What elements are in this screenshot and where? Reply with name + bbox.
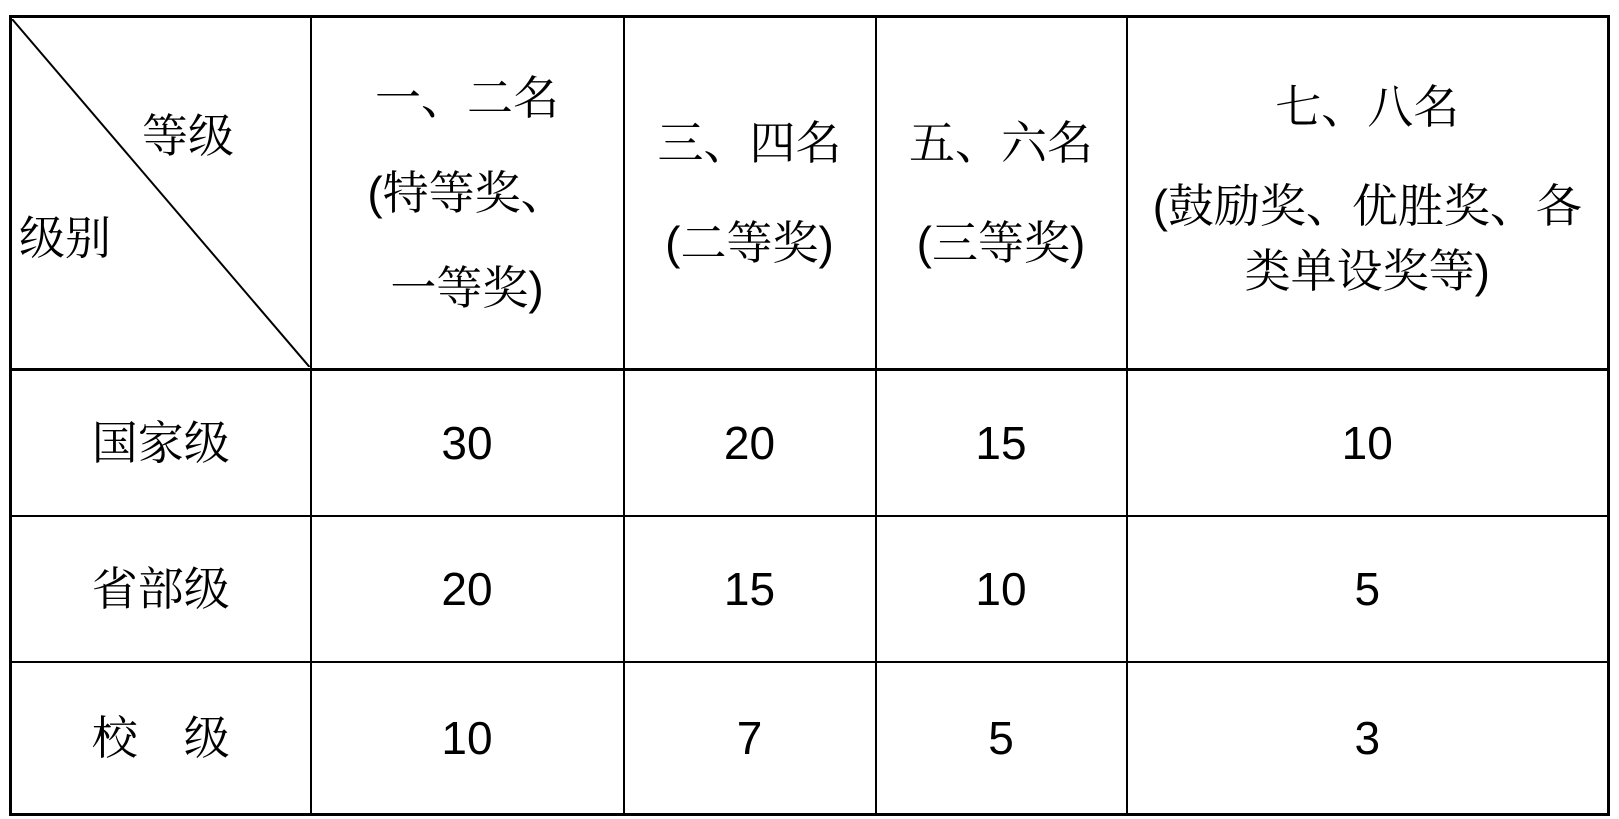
cell-provincial-rank7-8: 5 (1127, 516, 1609, 662)
corner-wrap (12, 19, 310, 367)
diagonal-divider-line (12, 19, 310, 367)
header-line: 七、八名 (1275, 81, 1460, 133)
column-header-rank-3-4 (624, 17, 876, 370)
header-line: (二等奖) (665, 217, 834, 269)
cell-national-rank1-2: 30 (311, 370, 624, 517)
cell-provincial-rank1-2: 20 (311, 516, 624, 662)
column-header-rank-1-2 (311, 17, 624, 370)
cell-national-rank3-4: 20 (624, 370, 876, 517)
column-header-rank-5-6 (876, 17, 1127, 370)
header-subline-group (1153, 174, 1582, 304)
corner-label-grade: 等级 (142, 110, 234, 162)
cell-provincial-rank5-6: 10 (876, 516, 1127, 662)
header-line: (特等奖、 (367, 167, 567, 219)
header-line: (鼓励奖、优胜奖、各 (1152, 180, 1582, 232)
table-row-provincial (11, 516, 1609, 662)
row-label-national: 国家级 (11, 370, 311, 517)
cell-school-rank1-2: 10 (311, 662, 624, 815)
column-header-rank-7-8 (1127, 17, 1609, 370)
header-lines (312, 73, 623, 313)
header-line: 三、四名 (657, 117, 842, 169)
cell-school-rank5-6: 5 (876, 662, 1127, 815)
table-row-school (11, 662, 1609, 815)
cell-national-rank7-8: 10 (1127, 370, 1609, 517)
header-line: 类单设奖等) (1244, 245, 1490, 297)
header-line: (三等奖) (916, 217, 1086, 269)
cell-provincial-rank3-4: 15 (624, 516, 876, 662)
award-points-table (9, 15, 1610, 816)
header-lines (1128, 82, 1608, 304)
cell-school-rank7-8: 3 (1127, 662, 1609, 815)
cell-national-rank5-6: 15 (876, 370, 1127, 517)
corner-label-level: 级别 (19, 212, 111, 264)
row-label-school: 校 级 (11, 662, 311, 815)
cell-school-rank3-4: 7 (624, 662, 876, 815)
header-line: 一等奖) (390, 262, 544, 314)
row-label-provincial: 省部级 (11, 516, 311, 662)
table-header-row (11, 17, 1609, 370)
header-lines (877, 118, 1126, 268)
header-lines (625, 118, 875, 268)
table-row-national (11, 370, 1609, 517)
corner-header-cell (11, 17, 311, 370)
header-line: 五、六名 (909, 117, 1093, 169)
header-line: 一、二名 (375, 72, 559, 124)
